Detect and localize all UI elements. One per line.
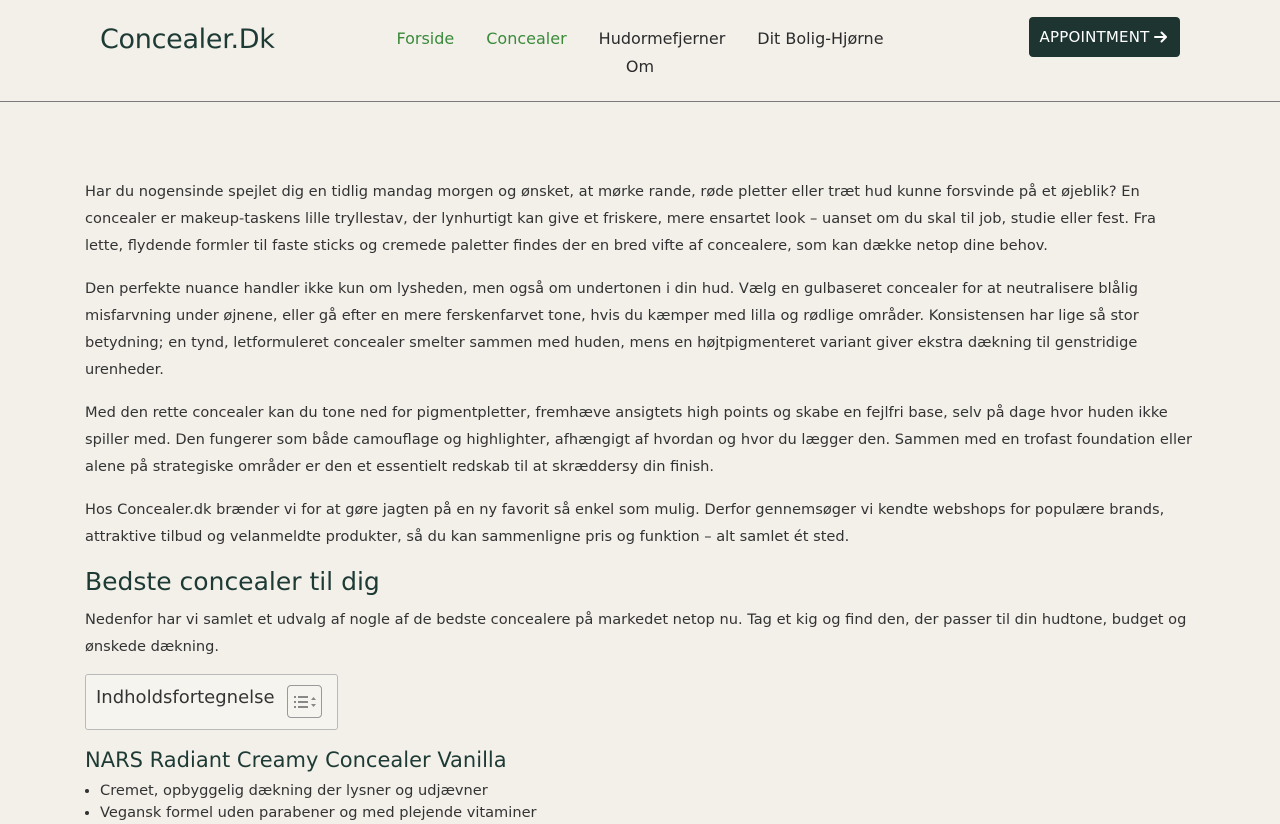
section-intro: Nedenfor har vi samlet et udvalg af nogle af de bedste concealere på markedet netop nu. Tag et kig og find den, der passer til din hudtone, budget og ønskede dækning. xyxy=(85,611,1187,655)
intro-paragraph-2: Den perfekte nuance handler ikke kun om lysheden, men også om undertonen i din hud. Vælg en gulbaseret concealer for at neutralisere blålig misfarvning under øjnene, eller gå efter en mere ferskenfarvet tone, hvis du kæmper med lilla og rødlige områder. Konsistensen har lige så stor betydning; en tynd, letformuleret concealer smelter sammen med huden, mens en højtpigmenteret variant giver ekstra dækning til genstridige urenheder. xyxy=(85,280,1139,378)
list-item: • Vegansk formel uden parabener og med plejende vitaminer xyxy=(100,802,1195,824)
arrow-right-icon xyxy=(1153,29,1169,45)
nav-item-dit-bolig-hjorne[interactable]: Dit Bolig-Hjørne xyxy=(757,29,884,48)
product-heading: NARS Radiant Creamy Concealer Vanilla xyxy=(85,748,507,772)
site-logo[interactable]: Concealer.Dk xyxy=(100,24,275,55)
appointment-label: APPOINTMENT xyxy=(1039,28,1150,46)
nav-item-forside[interactable]: Forside xyxy=(396,29,455,48)
intro-paragraph-1: Har du nogensinde spejlet dig en tidlig mandag morgen og ønsket, at mørke rande, røde pletter eller træt hud kunne forsvinde på et øjeblik? En concealer er makeup-taskens lille tryllestav, der lynhurtigt kan give et friskere, mere ensartet look – uanset om du skal til job, studie eller fest. Fra lette, flydende formler til faste sticks og cremede paletter findes der en bred vifte af concealere, som kan dække netop dine behov. xyxy=(85,183,1156,254)
appointment-button[interactable] xyxy=(1029,17,1180,57)
product-features-list xyxy=(100,780,1195,824)
list-item: • Cremet, opbyggelig dækning der lysner og udjævner xyxy=(100,780,1195,802)
intro-paragraph-4: Hos Concealer.dk brænder vi for at gøre jagten på en ny favorit så enkel som mulig. Derfor gennemsøger vi kendte webshops for populære brands, attraktive tilbud og velanmeldte produkter, så du kan sammenligne pris og funktion – alt samlet ét sted. xyxy=(85,501,1165,545)
site-header xyxy=(0,0,1280,102)
nav-item-om[interactable]: Om xyxy=(625,57,655,76)
toc-title: Indholdsfortegnelse xyxy=(96,687,275,708)
nav-item-concealer[interactable]: Concealer xyxy=(486,29,567,48)
list-toggle-icon xyxy=(292,693,318,711)
main-nav xyxy=(380,28,900,78)
toc-toggle-button[interactable] xyxy=(287,685,322,718)
section-heading: Bedste concealer til dig xyxy=(85,567,380,596)
main-content xyxy=(85,178,1195,824)
intro-paragraph-3: Med den rette concealer kan du tone ned for pigmentpletter, fremhæve ansigtets high points og skabe en fejlfri base, selv på dage hvor huden ikke spiller med. Den fungerer som både camouflage og highlighter, afhængigt af hvordan og hvor du lægger den. Sammen med en trofast foundation eller alene på strategiske områder er den et essentielt redskab til at skræddersy din finish. xyxy=(85,404,1193,475)
table-of-contents xyxy=(85,674,338,730)
nav-item-hudormefjerner[interactable]: Hudormefjerner xyxy=(598,29,726,48)
